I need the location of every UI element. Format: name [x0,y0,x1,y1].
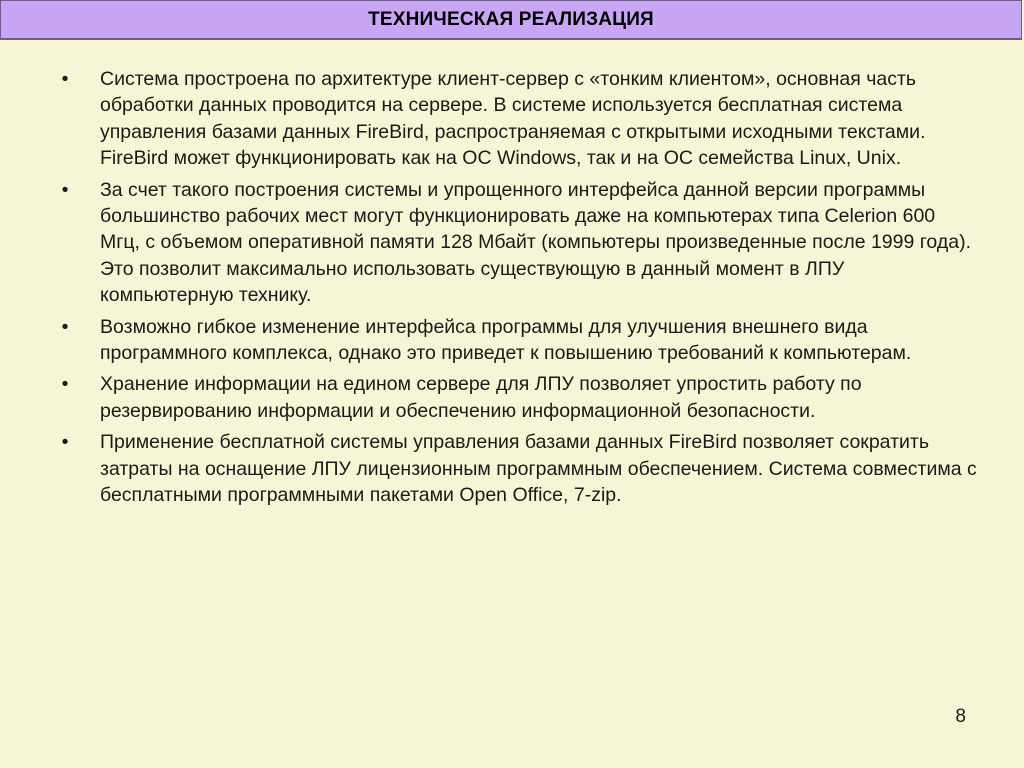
bullet-item [58,429,978,508]
bullet-item [58,177,978,309]
page-number: 8 [955,706,966,727]
bullet-icon: • [61,68,69,90]
bullet-text: За счет такого построения системы и упрощенного интерфейса данной версии программы большинство рабочих мест могут функционировать даже на компьютерах типа Celerion 600 Мгц, с объемом оперативной памяти 128 Мбайт (компьютеры произведенные после 1999 года). Это позволит максимально использовать существующую в данный момент в ЛПУ компьютерную технику. [100,178,971,307]
bullet-item [58,371,978,424]
bullet-icon: • [61,431,69,454]
bullet-item [58,66,978,172]
title-bar [0,0,1022,40]
bullet-text: Возможно гибкое изменение интерфейса программы для улучшения внешнего вида программного комплекса, однако это приведет к повышению требований к компьютерам. [100,315,912,365]
bullet-text: Хранение информации на едином сервере для ЛПУ позволяет упростить работу по резервированию информации и обеспечению информационной безопасности. [100,373,862,422]
bullet-text: Применение бесплатной системы управления базами данных FireBird позволяет сократить затраты на оснащение ЛПУ лицензионным программным обеспечением. Система совместима с бесплатными программными пакетами Open Office, 7-zip. [100,431,977,507]
slide-title: ТЕХНИЧЕСКАЯ РЕАЛИЗАЦИЯ [368,8,654,30]
bullet-icon: • [61,315,69,338]
bullet-icon: • [61,373,69,396]
bullet-icon: • [61,178,69,201]
bullet-item [58,314,978,367]
bullet-text: Система простроена по архитектуре клиент-сервер с «тонким клиентом», основная часть обработки данных проводится на сервере. В системе используется бесплатная система управления базами данных FireBird, распространяемая с открытыми исходными текстами. FireBird может функционировать как на ОС Windows, так и на ОС семейства Linux, Unix. [100,68,926,170]
bullet-list [58,66,978,514]
